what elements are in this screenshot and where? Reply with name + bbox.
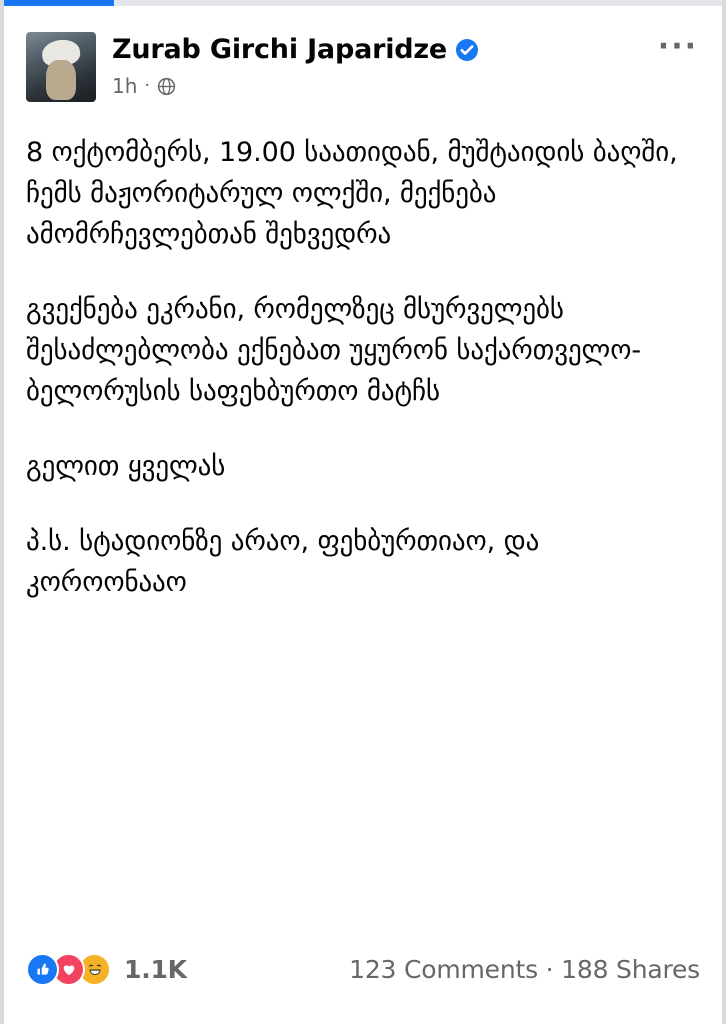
post-paragraph: 8 ოქტომბერს, 19.00 საათიდან, მუშტაიდის ბაღში, ჩემს მაჟორიტარულ ოლქში, მექნება ამომრჩევლებთან შეხვედრა [26, 137, 687, 251]
author-row [112, 34, 648, 65]
reaction-count[interactable]: 1.1K [124, 955, 187, 984]
post-paragraph: პ.ს. სტადიონზე არაო, ფეხბურთიაო, და კოროონააო [26, 526, 548, 599]
comments-shares-count[interactable]: 123 Comments · 188 Shares [349, 955, 700, 984]
reactions-summary[interactable] [26, 953, 187, 986]
post-paragraph: გელით ყველას [26, 451, 226, 483]
post-header [26, 6, 700, 102]
post-text [26, 132, 700, 603]
author-name[interactable]: Zurab Girchi Japaridze [112, 34, 448, 65]
verified-badge-icon [455, 38, 479, 62]
post-more-options-button[interactable]: ··· [657, 29, 698, 64]
like-icon [26, 953, 59, 986]
meta-separator: · [144, 75, 151, 97]
post-timestamp[interactable]: 1h [112, 74, 138, 99]
globe-icon[interactable] [157, 77, 176, 96]
post-meta [112, 74, 648, 98]
post-paragraph: გვექნება ეკრანი, რომელზეც მსურველებს შესაძლებლობა ექნებათ უყურონ საქართველო-ბელორუსის საფეხბურთო მატჩს [26, 294, 641, 408]
avatar[interactable] [26, 32, 96, 102]
post-header-text [112, 32, 648, 98]
bottom-spacer [4, 1014, 722, 1024]
post-container [4, 6, 722, 1024]
post-stats-row [26, 953, 700, 986]
